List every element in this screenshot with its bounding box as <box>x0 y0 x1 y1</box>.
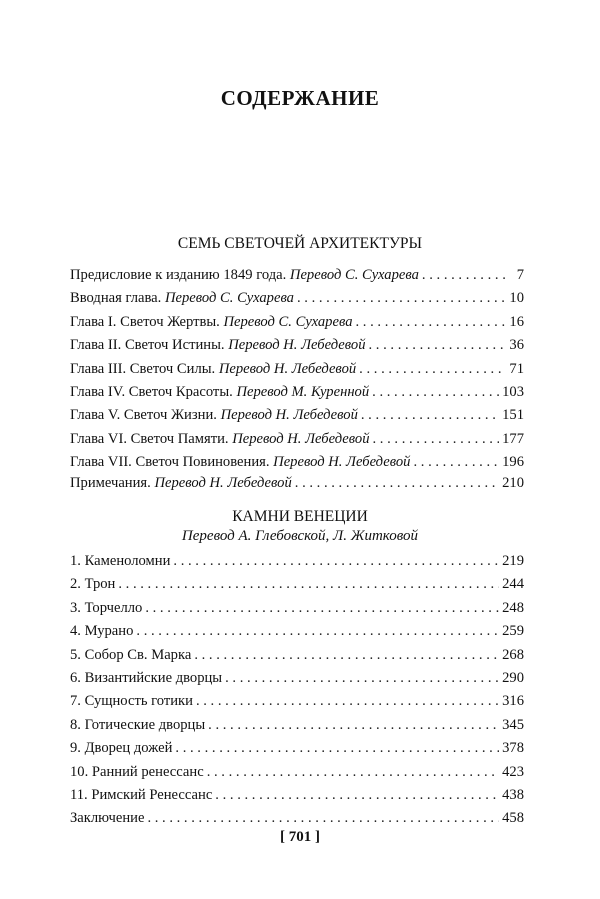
entry-page: 10 <box>509 290 524 307</box>
entry-title: 2. Трон <box>70 576 116 593</box>
entry-page: 438 <box>502 786 524 803</box>
toc-entry <box>70 404 524 427</box>
toc-entry <box>70 381 524 404</box>
entry-title: Заключение <box>70 810 145 827</box>
toc-entry <box>70 644 524 667</box>
entry-page: 36 <box>509 337 524 354</box>
entry-translator: Перевод Н. Лебедевой <box>232 430 370 447</box>
leader-dots <box>118 573 499 596</box>
entry-title: 5. Собор Св. Марка <box>70 646 192 663</box>
leader-dots <box>207 761 499 784</box>
toc-entry <box>70 761 524 784</box>
toc-entry <box>70 264 524 287</box>
toc-entry <box>70 714 524 737</box>
leader-dots <box>359 358 506 381</box>
entry-title: Глава III. Светоч Силы. <box>70 360 216 377</box>
leader-dots <box>369 334 507 357</box>
entry-page: 248 <box>502 599 524 616</box>
entry-page: 7 <box>516 266 524 283</box>
entry-title: Глава I. Светоч Жертвы. <box>70 313 220 330</box>
entry-translator: Перевод Н. Лебедевой <box>273 454 411 471</box>
leader-dots <box>208 714 499 737</box>
leader-dots <box>175 737 499 760</box>
toc-entry <box>70 573 524 596</box>
leader-dots <box>372 381 499 404</box>
leader-dots <box>225 667 499 690</box>
leader-dots <box>295 472 499 495</box>
entry-page: 210 <box>502 474 524 491</box>
entry-title: 3. Торчелло <box>70 599 143 616</box>
entry-page: 16 <box>509 313 524 330</box>
entry-translator: Перевод Н. Лебедевой <box>154 474 292 491</box>
toc-entry <box>70 597 524 620</box>
entry-page: 268 <box>502 646 524 663</box>
toc-entry <box>70 690 524 713</box>
leader-dots <box>373 428 500 451</box>
toc-entry <box>70 550 524 573</box>
leader-dots <box>422 264 507 287</box>
page-title: СОДЕРЖАНИЕ <box>220 86 380 110</box>
entry-title: 6. Византийские дворцы <box>70 669 223 686</box>
entry-translator: Перевод Н. Лебедевой <box>218 360 357 377</box>
toc-entry <box>70 784 524 807</box>
section-translators: Перевод А. Глебовской, Л. Житковой <box>181 528 419 544</box>
entry-page: 423 <box>502 763 524 780</box>
toc-entry <box>70 620 524 643</box>
toc-list-notes <box>70 472 524 495</box>
toc-entry <box>70 287 524 310</box>
entry-title: Примечания. <box>70 474 151 491</box>
toc-entry <box>70 428 524 451</box>
toc-entry-notes <box>70 472 524 495</box>
entry-page: 244 <box>502 576 524 593</box>
section-heading-stones-of-venice: КАМНИ ВЕНЕЦИИ <box>232 508 368 525</box>
entry-translator: Перевод С. Сухарева <box>223 313 353 330</box>
leader-dots <box>361 404 499 427</box>
entry-page: 259 <box>502 623 524 640</box>
leader-dots <box>145 597 499 620</box>
entry-title: 9. Дворец дожей <box>70 740 173 757</box>
entry-title: 8. Готические дворцы <box>70 716 206 733</box>
leader-dots <box>356 311 507 334</box>
entry-page: 345 <box>502 716 524 733</box>
entry-page: 103 <box>502 383 524 400</box>
toc-entry <box>70 311 524 334</box>
toc-list-stones-of-venice <box>70 550 524 831</box>
entry-title: Глава VI. Светоч Памяти. <box>70 430 229 447</box>
entry-title: 4. Мурано <box>70 623 134 640</box>
section-heading-seven-lamps: СЕМЬ СВЕТОЧЕЙ АРХИТЕКТУРЫ <box>177 235 423 252</box>
toc-entry <box>70 807 524 830</box>
toc-entry <box>70 358 524 381</box>
entry-title: 7. Сущность готики <box>70 693 193 710</box>
leader-dots <box>196 690 499 713</box>
entry-translator: Перевод С. Сухарева <box>289 266 419 283</box>
toc-entry <box>70 334 524 357</box>
entry-title: Глава V. Светоч Жизни. <box>70 407 217 424</box>
entry-translator: Перевод Н. Лебедевой <box>228 337 366 354</box>
leader-dots <box>136 620 499 643</box>
entry-translator: Перевод Н. Лебедевой <box>220 407 358 424</box>
leader-dots <box>215 784 499 807</box>
toc-entry <box>70 667 524 690</box>
page-number: [ 701 ] <box>280 829 320 845</box>
entry-page: 177 <box>502 430 524 447</box>
entry-page: 290 <box>502 669 524 686</box>
entry-title: 11. Римский Ренессанс <box>70 786 213 803</box>
entry-translator: Перевод С. Сухарева <box>164 290 294 307</box>
entry-title: Вводная глава. <box>70 290 162 307</box>
entry-page: 316 <box>502 693 524 710</box>
entry-page: 71 <box>509 360 524 377</box>
entry-page: 378 <box>502 740 524 757</box>
leader-dots <box>297 287 506 310</box>
leader-dots <box>194 644 499 667</box>
entry-page: 219 <box>502 552 524 569</box>
entry-title: 1. Каменоломни <box>70 552 171 569</box>
entry-translator: Перевод М. Куренной <box>236 383 370 400</box>
entry-title: Глава II. Светоч Истины. <box>70 337 225 354</box>
entry-title: Предисловие к изданию 1849 года. <box>70 266 287 283</box>
leader-dots <box>147 807 499 830</box>
toc-entry <box>70 737 524 760</box>
entry-title: Глава VII. Светоч Повиновения. <box>70 454 270 471</box>
leader-dots <box>173 550 499 573</box>
entry-page: 196 <box>502 454 524 471</box>
entry-title: Глава IV. Светоч Красоты. <box>70 383 233 400</box>
toc-list-seven-lamps <box>70 264 524 475</box>
entry-title: 10. Ранний ренессанс <box>70 763 204 780</box>
entry-page: 151 <box>502 407 524 424</box>
entry-page: 458 <box>502 810 524 827</box>
